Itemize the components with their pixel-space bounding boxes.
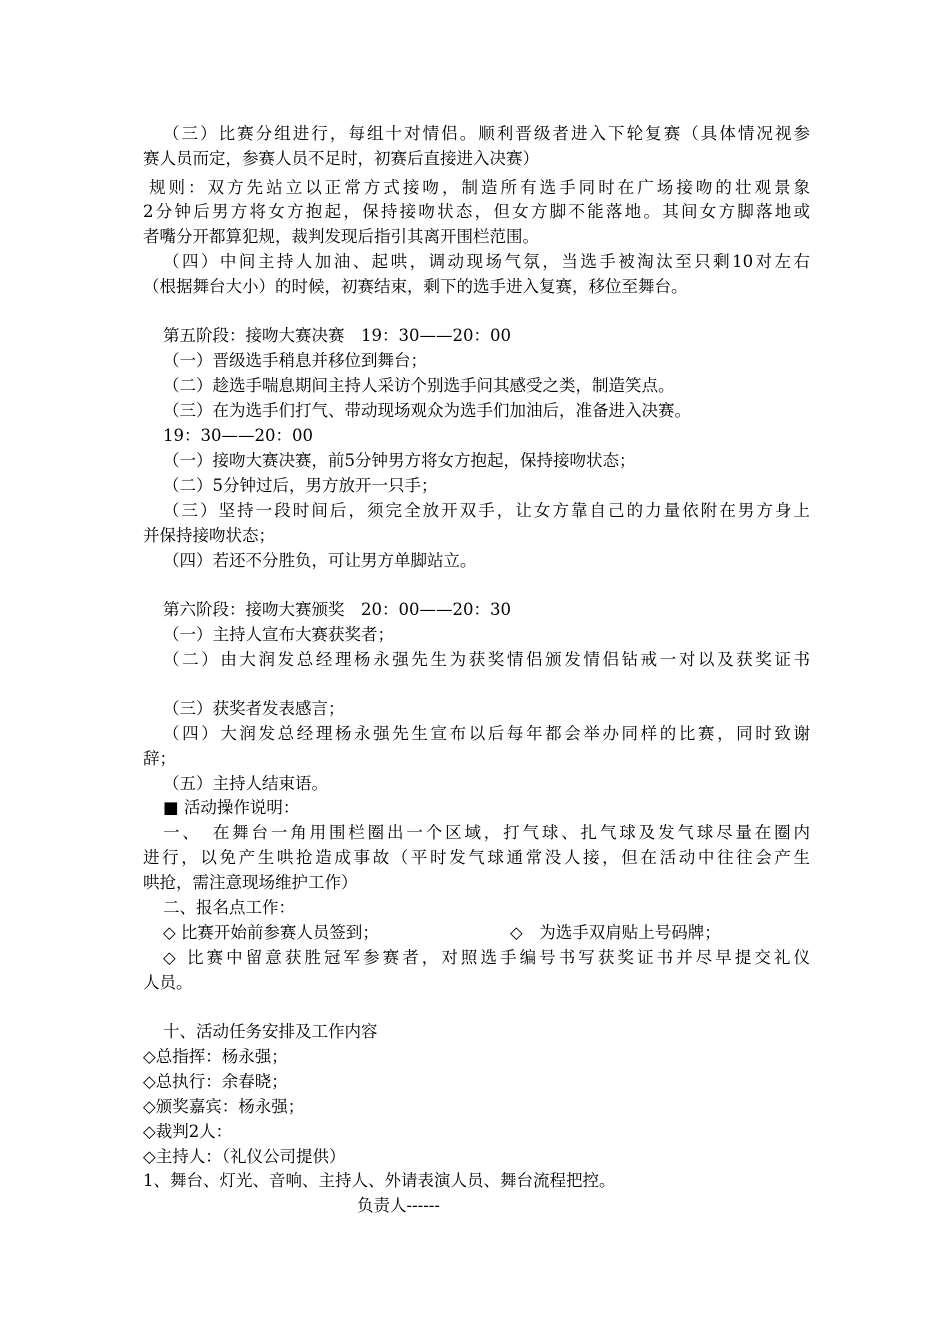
paragraph-line: （三）比赛分组进行，每组十对情侣。顺利晋级者进入下轮复赛（具体情况视参 xyxy=(163,124,810,143)
paragraph-line: （根据舞台大小）的时候，初赛结束，剩下的选手进入复赛，移位至舞台。 xyxy=(143,277,688,296)
paragraph-line: 规则：双方先站立以正常方式接吻，制造所有选手同时在广场接吻的壮观景象 xyxy=(149,178,810,197)
section-heading: 十、活动任务安排及工作内容 xyxy=(163,1022,378,1041)
paragraph-line: 人员。 xyxy=(143,973,193,992)
paragraph-line: 赛人员而定，参赛人员不足时，初赛后直接进入决赛） xyxy=(143,149,539,168)
paragraph-line: （四）中间主持人加油、起哄，调动现场气氛，当选手被淘汰至只剩10对左右 xyxy=(163,252,810,271)
checklist-item: ◇ 比赛开始前参赛人员签到； xyxy=(163,923,379,942)
list-item: 1、舞台、灯光、音响、主持人、外请表演人员、舞台流程把控。 xyxy=(143,1171,616,1190)
responsible-person-line: 负责人------ xyxy=(357,1196,440,1215)
paragraph-line: （三）在为选手们打气、带动现场观众为选手们加油后，准备进入决赛。 xyxy=(163,401,691,420)
paragraph-line: （三）获奖者发表感言； xyxy=(163,699,345,718)
section-heading: 第六阶段：接吻大赛颁奖 20：00——20：30 xyxy=(163,600,511,619)
list-item: ◇总执行：余春晓； xyxy=(143,1072,288,1091)
paragraph-line: 并保持接吻状态； xyxy=(143,526,275,545)
paragraph-line: 19：30——20：00 xyxy=(163,426,313,445)
paragraph-line: 2分钟后男方将女方抱起，保持接吻状态，但女方脚不能落地。其间女方脚落地或 xyxy=(143,202,810,221)
paragraph-line: （三）坚持一段时间后，须完全放开双手，让女方靠自己的力量依附在男方身上 xyxy=(163,501,810,520)
list-item: ◇颁奖嘉宾：杨永强； xyxy=(143,1097,305,1116)
paragraph-line: （四）若还不分胜负，可让男方单脚站立。 xyxy=(163,551,477,570)
paragraph-line: （四）大润发总经理杨永强先生宣布以后每年都会举办同样的比赛，同时致谢 xyxy=(163,724,810,743)
paragraph-line: （五）主持人结束语。 xyxy=(163,774,328,793)
section-heading: 第五阶段：接吻大赛决赛 19：30——20：00 xyxy=(163,326,511,345)
checklist-item: ◇ 为选手双肩贴上号码牌； xyxy=(510,923,721,942)
list-item: ◇总指挥：杨永强； xyxy=(143,1047,288,1066)
paragraph-line: （一）接吻大赛决赛，前5分钟男方将女方抱起，保持接吻状态； xyxy=(163,451,636,470)
paragraph-line: 者嘴分开都算犯规，裁判发现后指引其离开围栏范围。 xyxy=(143,227,539,246)
paragraph-line: （一）主持人宣布大赛获奖者； xyxy=(163,625,394,644)
section-heading: ■ 活动操作说明： xyxy=(163,798,300,817)
paragraph-line: 二、报名点工作： xyxy=(163,898,295,917)
checklist-item: ◇ 比赛中留意获胜冠军参赛者，对照选手编号书写获奖证书并尽早提交礼仪 xyxy=(163,948,810,967)
paragraph-line: 哄抢，需注意现场维护工作） xyxy=(143,873,358,892)
paragraph-line: （二）由大润发总经理杨永强先生为获奖情侣颁发情侣钻戒一对以及获奖证书 xyxy=(163,650,810,669)
paragraph-line: （二）5分钟过后，男方放开一只手； xyxy=(163,476,438,495)
list-item: ◇主持人：（礼仪公司提供） xyxy=(143,1147,346,1166)
paragraph-line: 辞； xyxy=(143,749,176,768)
paragraph-line: （二）趁选手喘息期间主持人采访个别选手问其感受之类，制造笑点。 xyxy=(163,376,675,395)
list-item: ◇裁判2人： xyxy=(143,1122,233,1141)
paragraph-line: 进行，以免产生哄抢造成事故（平时发气球通常没人接，但在活动中往往会产生 xyxy=(143,848,810,867)
paragraph-line: （一）晋级选手稍息并移位到舞台； xyxy=(163,351,427,370)
paragraph-line: 一、 在舞台一角用围栏圈出一个区域，打气球、扎气球及发气球尽量在圈内 xyxy=(163,823,810,842)
